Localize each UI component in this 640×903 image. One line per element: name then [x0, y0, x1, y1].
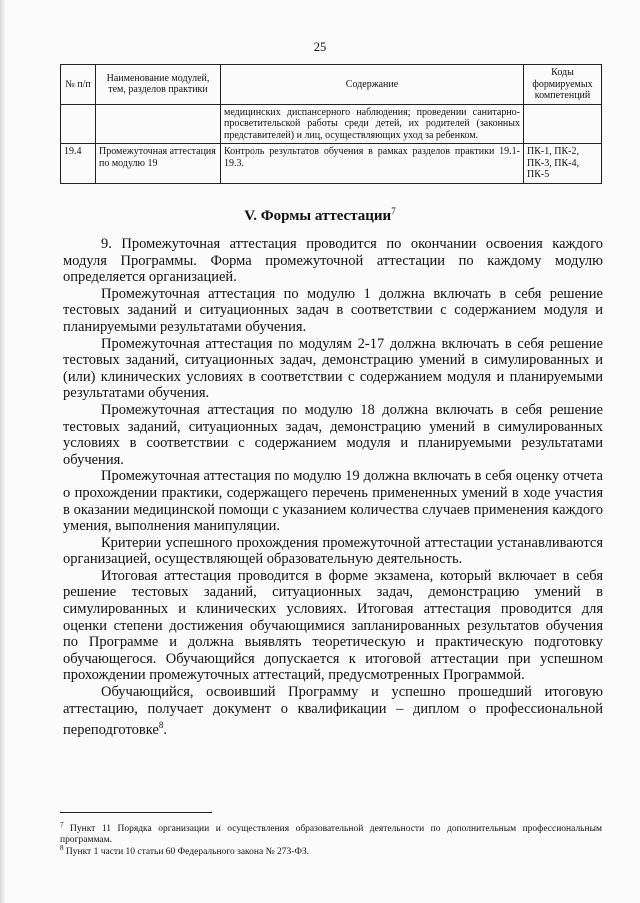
page-number: 25	[313, 40, 327, 54]
footnote-number: 8	[60, 844, 64, 852]
table-cell-content: Контроль результатов обучения в рамках разделов практики 19.1-19.3.	[221, 144, 524, 184]
table-header-codes: Коды формируемых компетенций	[524, 65, 602, 105]
table-cell-name	[96, 104, 221, 144]
curriculum-table	[60, 64, 602, 184]
paragraph: Промежуточная аттестация по модулям 2-17 должна включать в себя решение тестовых заданий, ситуационных задач, демонстрацию умений в симулированных и (или) клинических условиях в соответствии с содержанием модуля и планируемыми результатами обучения.	[63, 335, 603, 402]
table-header-num: № п/п	[61, 65, 96, 105]
footnote-separator	[60, 812, 212, 813]
paragraph: Промежуточная аттестация по модулю 18 должна включать в себя решение тестовых заданий, ситуационных задач, демонстрацию умений в симулированных условиях в соответствии с содержанием модуля и планируемыми результатами обучения.	[63, 401, 603, 468]
footnote-number: 7	[60, 821, 64, 829]
table-row	[61, 144, 602, 184]
paragraph: 9. Промежуточная аттестация проводится по окончании освоения каждого модуля Программы. Форма промежуточной аттестации по каждому модулю определяется организацией.	[63, 236, 603, 286]
table-cell-name: Промежуточная аттестация по модулю 19	[96, 144, 221, 184]
paragraph-last	[63, 684, 603, 739]
table-cell-codes: ПК-1, ПК-2, ПК-3, ПК-4, ПК-5	[524, 144, 602, 184]
paragraph: Итоговая аттестация проводится в форме экзамена, который включает в себя решение тестовых заданий, ситуационных задач, демонстрацию умений в симулированных и клинических условиях. Итоговая аттестация проводится для оценки степени достижения обучающимися запланированных результатов обучения по Программе и должна выявлять теоретическую и практическую подготовку обучающегося. Обучающийся допускается к итоговой аттестации при успешном прохождении промежуточных аттестаций, предусмотренных Программой.	[63, 567, 603, 684]
table-header-content: Содержание	[221, 65, 524, 105]
section-title: V. Формы аттестации	[244, 208, 392, 224]
footnote-text: Пункт 1 части 10 статьи 60 Федерального закона № 273-ФЗ.	[65, 847, 310, 858]
last-paragraph-text: Обучающийся, освоивший Программу и успешно прошедший итоговую аттестацию, получает документ о квалификации – диплом о профессиональной переподготовке	[63, 684, 603, 739]
body-text	[63, 236, 603, 739]
footnote	[60, 843, 602, 858]
table-header-name: Наименование модулей, тем, разделов практики	[96, 65, 221, 105]
footnote-text: Пункт 11 Порядка организации и осуществления образовательной деятельности по дополнительным профессиональным программам.	[60, 824, 602, 846]
table-cell-codes	[524, 104, 602, 144]
paragraph: Промежуточная аттестация по модулю 1 должна включать в себя решение тестовых заданий и ситуационных задач в соответствии с содержанием модуля и планируемыми результатами обучения.	[63, 285, 603, 335]
table-cell-num	[61, 104, 96, 144]
paragraph: Критерии успешного прохождения промежуточной аттестации устанавливаются организацией, осуществляющей образовательную деятельность.	[63, 534, 603, 568]
scan-edge	[0, 0, 6, 903]
footnote-ref-7: 7	[391, 206, 396, 216]
last-paragraph-end: .	[163, 722, 167, 739]
footnote-ref-8: 8	[158, 720, 164, 731]
table-header-row	[61, 65, 602, 105]
table-cell-content: медицинских диспансерного наблюдения; проведении санитарно-просветительской работы среди детей, их родителей (законных представителей) и лиц, осуществляющих уход за ребенком.	[221, 104, 524, 144]
table-cell-num: 19.4	[61, 144, 96, 184]
table-row	[61, 104, 602, 144]
paragraph: Промежуточная аттестация по модулю 19 должна включать в себя оценку отчета о прохождении практики, содержащего перечень примененных умений в ходе участия в оказании медицинской помощи с указанием количества случаев применения каждого умения, выполнения манипуляции.	[63, 468, 603, 535]
section-heading	[0, 206, 640, 225]
